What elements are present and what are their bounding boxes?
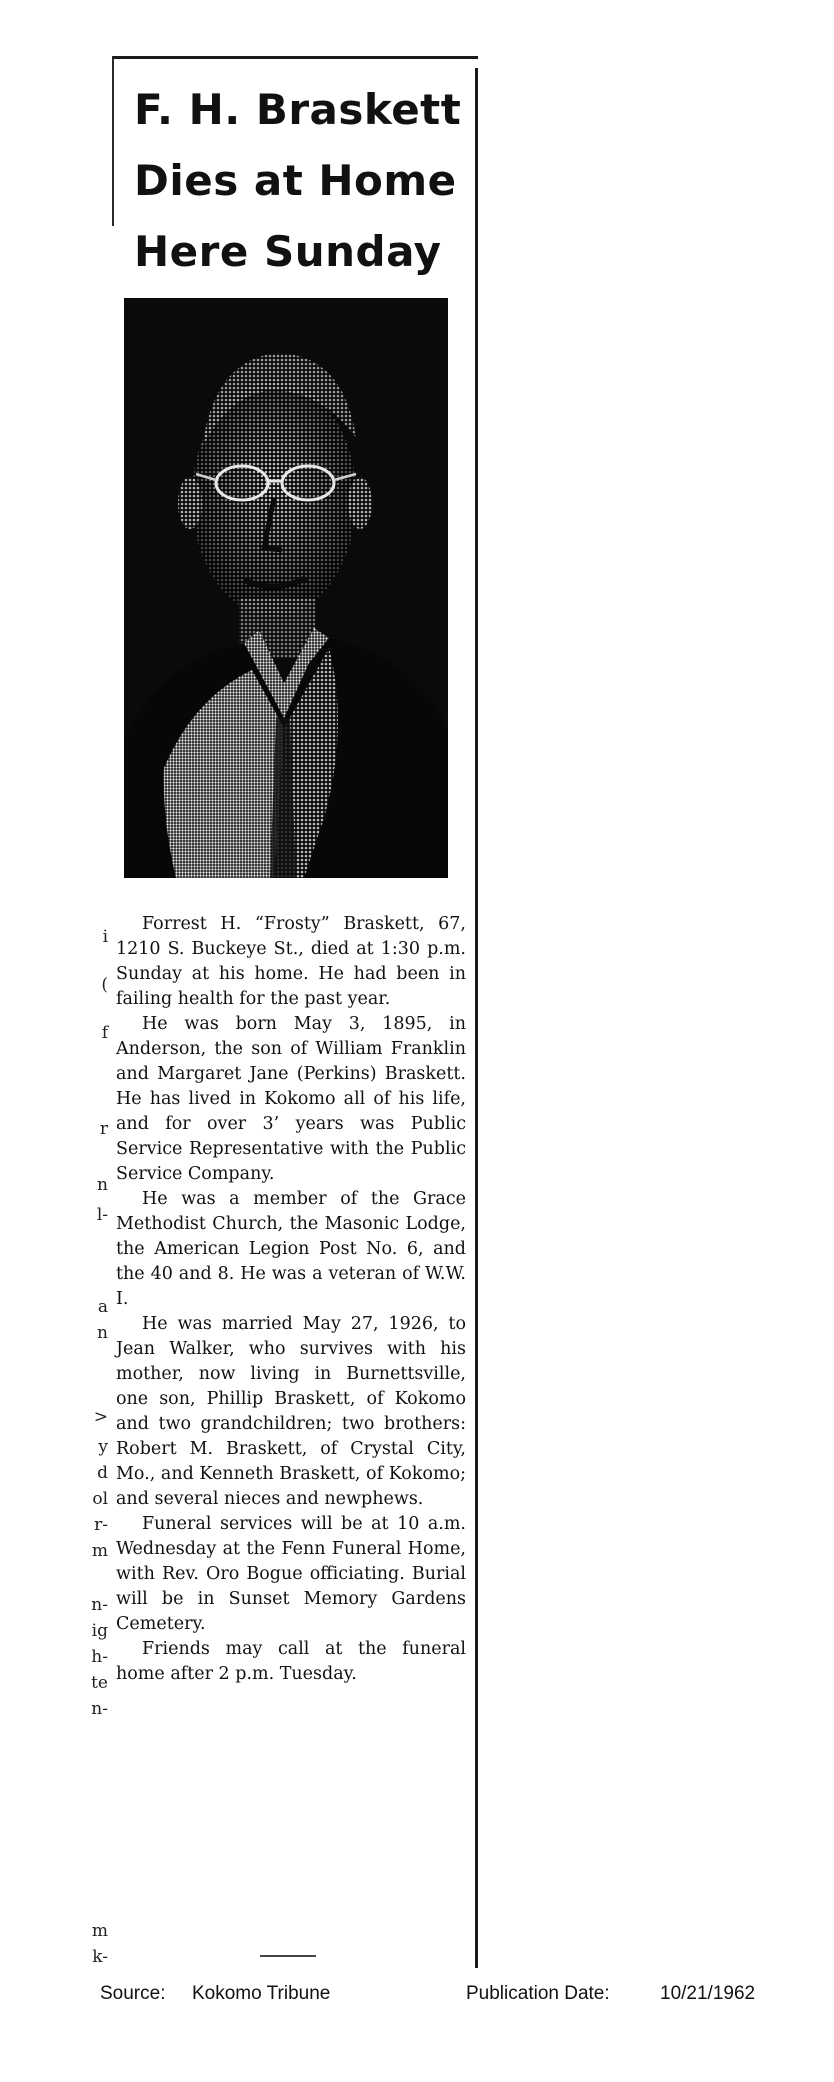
margin-fragment: n- [91,1595,108,1615]
margin-fragment: h- [91,1647,108,1667]
article-paragraph: Forrest H. “Frosty” Braskett, 67, 1210 S. Buckeye St., died at 1:30 p.m. Sunday at his home. He had been in failing health for the past year. [116,914,466,1009]
margin-fragment: i [102,927,108,947]
publication-date-value: 10/21/1962 [660,1983,756,2004]
margin-fragment: n- [91,1699,108,1719]
margin-fragment: > [93,1407,108,1427]
margin-fragment: d [97,1463,108,1483]
portrait-photo-icon [124,298,448,878]
margin-fragment: m [91,1921,108,1941]
article-paragraph: Friends may call at the funeral home after 2 p.m. Tuesday. [116,1639,466,1684]
source-value: Kokomo Tribune [192,1983,331,2004]
margin-fragment: a [97,1297,108,1317]
article-paragraph: He was a member of the Grace Methodist Church, the Masonic Lodge, the American Legion Post No. 6, and the 40 and 8. He was a veteran of W.W. I. [116,1189,466,1309]
margin-fragment: y [98,1437,108,1457]
margin-fragment: m [91,1541,108,1561]
left-rule [112,56,114,226]
article-paragraph: Funeral services will be at 10 a.m. Wednesday at the Fenn Funeral Home, with Rev. Oro Bogue officiating. Burial will be in Sunset Memory Gardens Cemetery. [116,1514,466,1634]
top-rule [112,56,478,59]
margin-fragment: n [97,1175,108,1195]
margin-fragment: r- [94,1515,108,1535]
publication-date-label: Publication Date: [466,1983,610,2004]
margin-fragment: n [97,1323,108,1343]
margin-fragment: f [101,1023,108,1043]
headline-line-3: Here Sunday [134,227,442,276]
source-footer [0,1980,834,2008]
margin-fragment: ig [91,1621,108,1641]
end-rule [260,1955,316,1957]
headline-line-1: F. H. Braskett [134,85,462,134]
article-body [116,912,466,1687]
article-paragraph: He was born May 3, 1895, in Anderson, the son of William Franklin and Margaret Jane (Perkins) Braskett. He has lived in Kokomo all of his life, and for over 3’ years was Public Service Representative with the Public Service Company. [116,1014,466,1184]
margin-fragment: ol [92,1489,108,1509]
margin-fragment: ( [101,975,108,995]
headline-line-2: Dies at Home [134,156,457,205]
newspaper-clipping [112,56,478,1970]
margin-fragment: l- [96,1205,108,1225]
article-paragraph: He was married May 27, 1926, to Jean Walker, who survives with his mother, now living in Burnettsville, one son, Phillip Braskett, of Kokomo and two grandchildren; two brothers: Robert M. Braskett, of Crystal City, Mo., and Kenneth Braskett, of Kokomo; and several nieces and newphews. [116,1314,466,1509]
portrait-photo [124,298,448,878]
headline [134,74,464,287]
margin-fragment: te [91,1673,108,1693]
adjacent-column-fragments [74,856,110,1967]
source-label: Source: [100,1983,166,2004]
column-rule [475,68,478,1968]
margin-fragment: r [99,1119,108,1139]
margin-fragment: k- [92,1947,108,1967]
